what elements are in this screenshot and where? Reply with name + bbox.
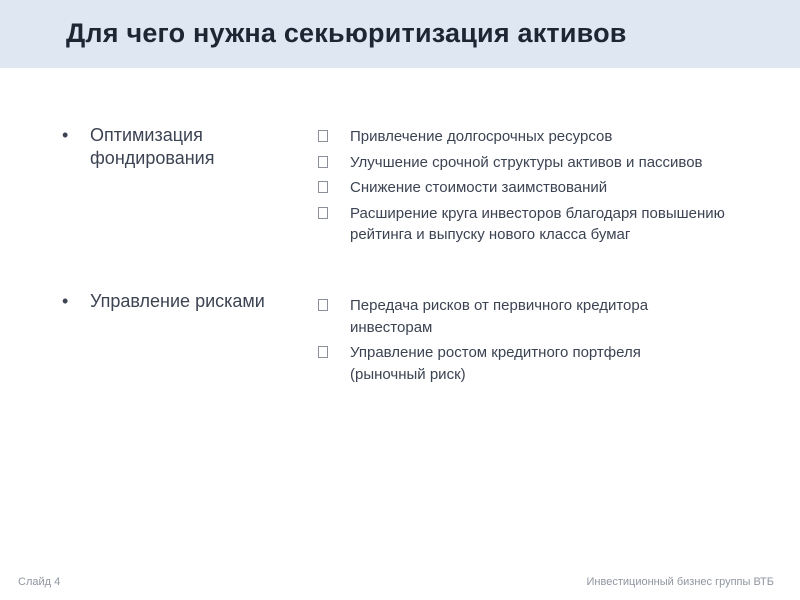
- section-heading-label: Оптимизация фондирования: [90, 125, 215, 168]
- list-item: [318, 203, 778, 246]
- checkbox-icon: [318, 130, 328, 142]
- list-item: [318, 177, 778, 199]
- list-item: [318, 342, 778, 385]
- section-heading-risks: [62, 290, 292, 313]
- checkbox-icon: [318, 207, 328, 219]
- bullet-icon: •: [62, 125, 69, 145]
- slide-number: Слайд 4: [18, 576, 61, 588]
- checkbox-icon: [318, 299, 328, 311]
- bullet-icon: •: [62, 291, 69, 311]
- slide-title: Для чего нужна секьюритизация активов: [66, 18, 627, 48]
- footer-company: Инвестиционный бизнес группы ВТБ: [586, 576, 774, 588]
- sub-list-funding: [318, 126, 778, 250]
- title-bar: [0, 0, 800, 68]
- list-item-text: Передача рисков от первичного кредитора инвесторам: [350, 297, 649, 336]
- section-heading-label: Управление рисками: [90, 291, 265, 311]
- checkbox-icon: [318, 346, 328, 358]
- list-item-text: Улучшение срочной структуры активов и пассивов: [350, 153, 703, 171]
- list-item: [318, 295, 778, 338]
- list-item-text: Управление ростом кредитного портфеля (рыночный риск): [350, 344, 641, 383]
- list-item-text: Расширение круга инвесторов благодаря повышению рейтинга и выпуску нового класса бумаг: [350, 204, 725, 243]
- list-item-text: Снижение стоимости заимствований: [350, 179, 608, 196]
- checkbox-icon: [318, 156, 328, 168]
- checkbox-icon: [318, 181, 328, 193]
- list-item: [318, 152, 778, 174]
- sub-list-risks: [318, 295, 778, 389]
- list-item-text: Привлечение долгосрочных ресурсов: [350, 128, 613, 145]
- list-item: [318, 126, 778, 148]
- section-heading-funding: [62, 124, 292, 170]
